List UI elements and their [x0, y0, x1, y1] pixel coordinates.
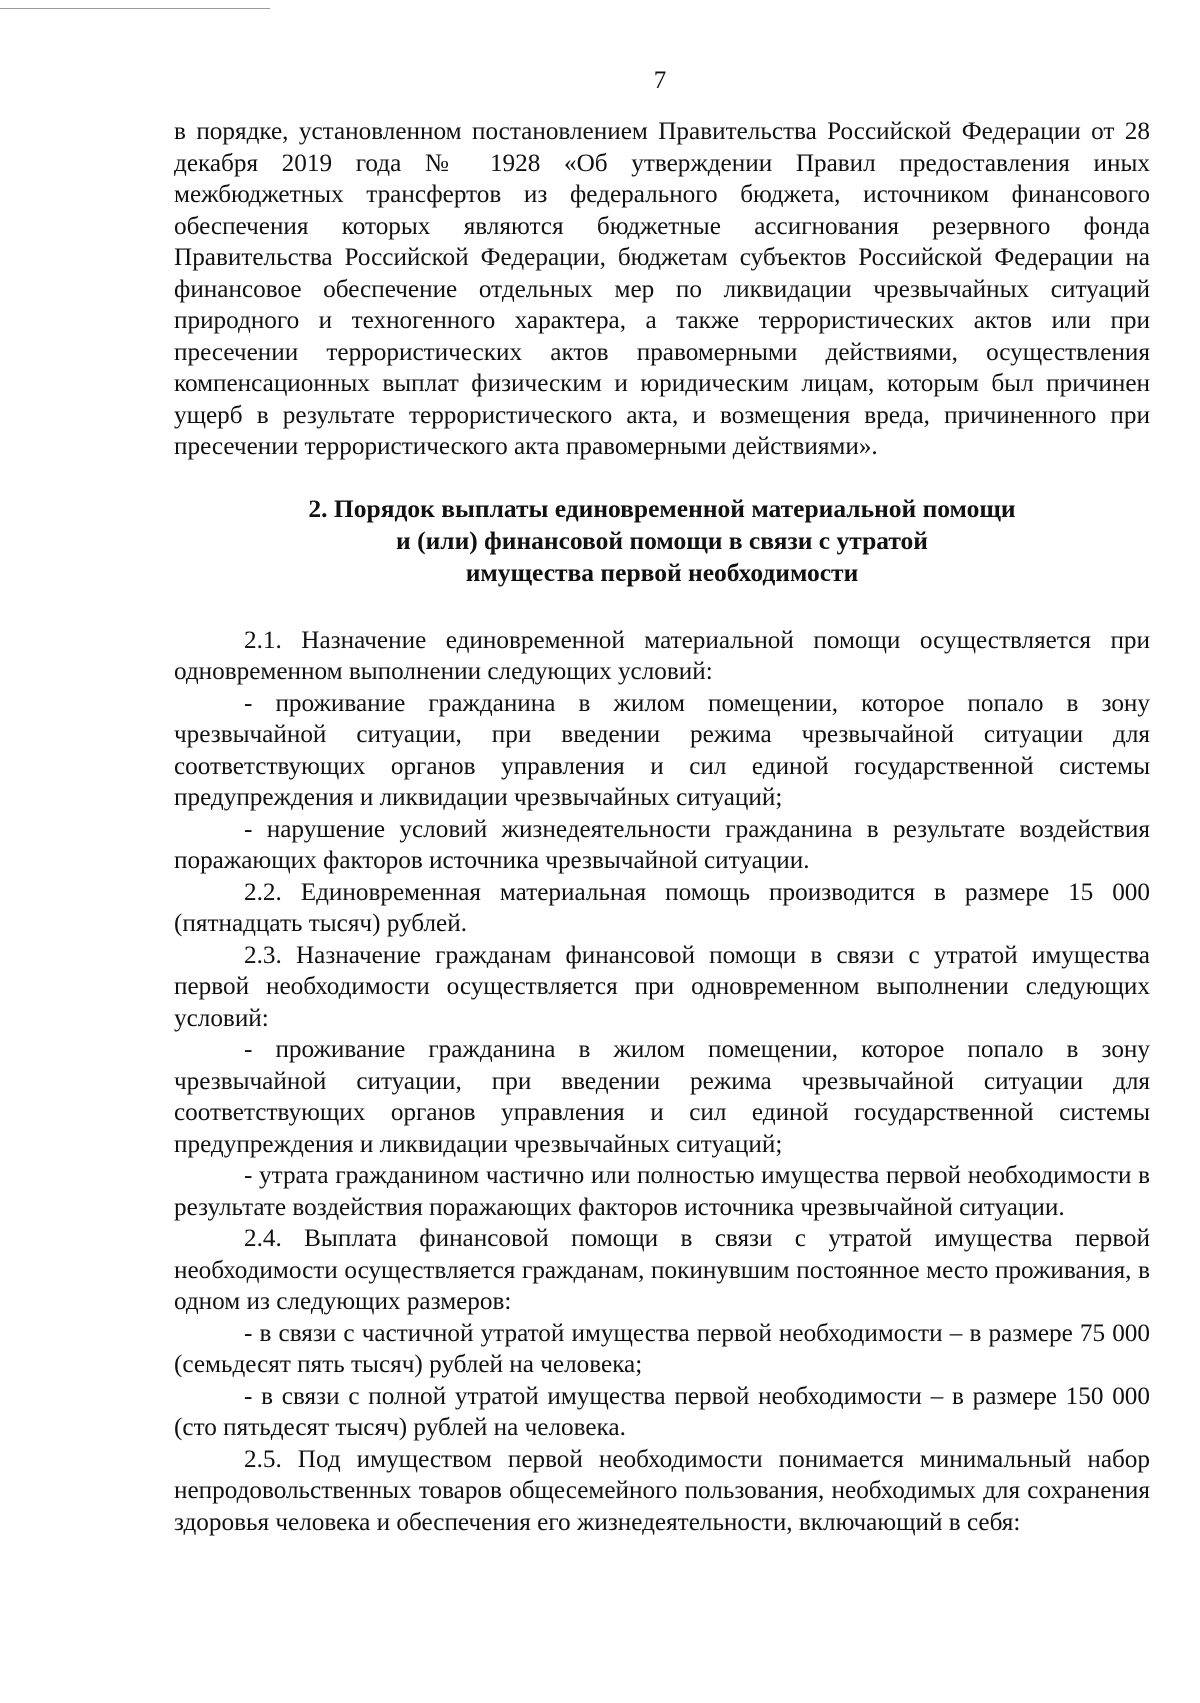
- page-number: 7: [653, 67, 667, 94]
- section-heading-line-3: имущества первой необходимости: [465, 557, 859, 587]
- paragraph-2-2: 2.2. Единовременная материальная помощь производится в размере 15 000 (пятнадцать тысяч) рублей.: [174, 878, 1150, 937]
- paragraph-2-4-amount-1: - в связи с частичной утратой имущества первой необходимости – в размере 75 000 (семьдесят пять тысяч) рублей на человека;: [174, 1319, 1150, 1378]
- paragraph-2-5: 2.5. Под имуществом первой необходимости понимается минимальный набор непродовольственных товаров общесемейного пользования, необходимых для сохранения здоровья человека и обеспечения его жизнедеятельности, включающий в себя:: [174, 1445, 1150, 1536]
- intro-paragraph: в порядке, установленном постановлением Правительства Российской Федерации от 28 декабря 2019 года № 1928 «Об утверждении Правил предоставления иных межбюджетных трансфертов из федерального бюджета, источником финансового обеспечения которых являются бюджетные ассигнования резервного фонда Правительства Российской Федерации, бюджетам субъектов Российской Федерации на финансовое обеспечение отдельных мер по ликвидации чрезвычайных ситуаций природного и техногенного характера, а также террористических актов или при пресечении террористических актов правомерными действиями, осуществления компенсационных выплат физическим и юридическим лицам, которым был причинен ущерб в результате террористического акта, и возмещения вреда, причиненного при пресечении террористического акта правомерными действиями».: [174, 118, 1150, 460]
- paragraph-2-4: 2.4. Выплата финансовой помощи в связи с утратой имущества первой необходимости осуществляется гражданам, покинувшим постоянное место проживания, в одном из следующих размеров:: [174, 1225, 1150, 1315]
- section-heading-line-2: и (или) финансовой помощи в связи с утратой: [396, 525, 928, 555]
- document-body: [174, 116, 1150, 1538]
- paragraph-2-1-condition-2: - нарушение условий жизнедеятельности гражданина в результате воздействия поражающих факторов источника чрезвычайной ситуации.: [174, 815, 1150, 874]
- section-heading-line-1: 2. Порядок выплаты единовременной материальной помощи: [308, 493, 1016, 523]
- paragraph-2-1: 2.1. Назначение единовременной материальной помощи осуществляется при одновременном выполнении следующих условий:: [174, 626, 1150, 685]
- paragraph-2-4-amount-2: - в связи с полной утратой имущества первой необходимости – в размере 150 000 (сто пятьдесят тысяч) рублей на человека.: [174, 1382, 1150, 1441]
- paragraph-2-3: 2.3. Назначение гражданам финансовой помощи в связи с утратой имущества первой необходимости осуществляется при одновременном выполнении следующих условий:: [174, 941, 1150, 1032]
- paragraph-2-1-condition-1: - проживание гражданина в жилом помещении, которое попало в зону чрезвычайной ситуации, при введении режима чрезвычайной ситуации для соответствующих органов управления и сил единой государственной системы предупреждения и ликвидации чрезвычайных ситуаций;: [174, 689, 1150, 811]
- paragraph-2-3-condition-1: - проживание гражданина в жилом помещении, которое попало в зону чрезвычайной ситуации, при введении режима чрезвычайной ситуации для соответствующих органов управления и сил единой государственной системы предупреждения и ликвидации чрезвычайных ситуаций;: [174, 1036, 1150, 1158]
- section-heading: [174, 493, 1150, 589]
- paragraph-2-3-condition-2: - утрата гражданином частично или полностью имущества первой необходимости в результате воздействия поражающих факторов источника чрезвычайной ситуации.: [174, 1162, 1150, 1221]
- scan-corner-line: [0, 8, 270, 9]
